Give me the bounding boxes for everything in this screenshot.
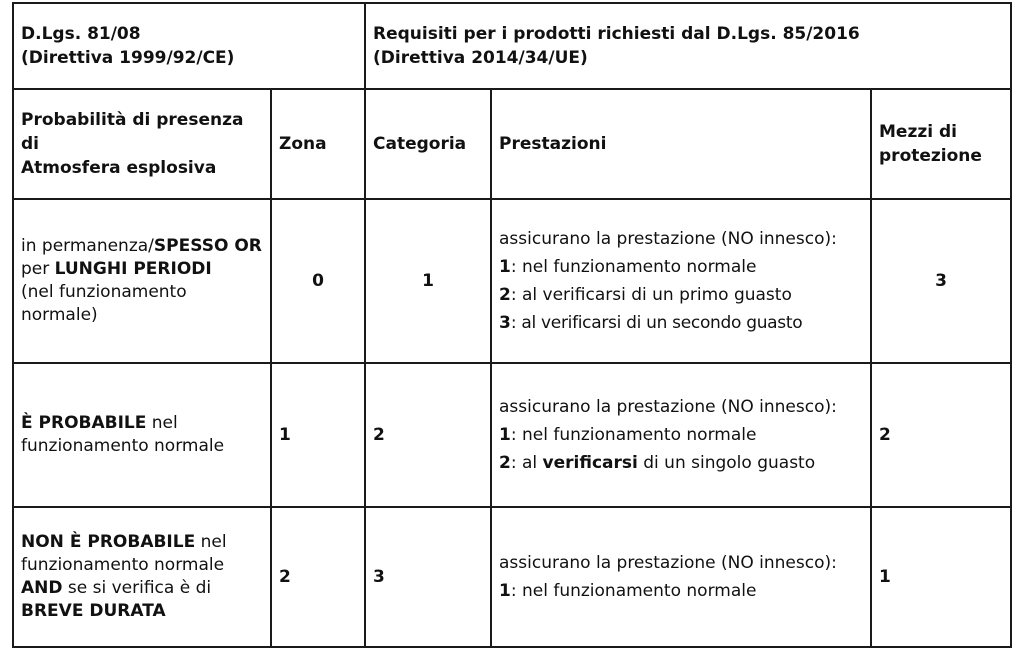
mezzi-cell: 2 bbox=[871, 363, 1011, 507]
col-zona-header: Zona bbox=[271, 89, 365, 199]
prest-text: di un singolo guasto bbox=[637, 452, 816, 473]
header-row bbox=[13, 3, 1011, 89]
categoria-cell: 1 bbox=[365, 199, 491, 363]
prest-item bbox=[499, 424, 863, 447]
prest-item bbox=[499, 284, 863, 307]
probability-cell bbox=[13, 199, 271, 363]
prob-text: se si verifica è di bbox=[62, 578, 212, 598]
prest-emphasis: verificarsi bbox=[542, 452, 638, 473]
zona-cell: 2 bbox=[271, 507, 365, 647]
categoria-cell: 2 bbox=[365, 363, 491, 507]
prest-intro: assicurano la prestazione (NO innesco): bbox=[499, 552, 837, 573]
col-probability-line1: Probabilità di presenza bbox=[21, 110, 244, 130]
mezzi-cell: 1 bbox=[871, 507, 1011, 647]
probability-cell bbox=[13, 363, 271, 507]
col-mezzi-line2: protezione bbox=[879, 146, 982, 166]
header-right-title: Requisiti per i prodotti richiesti dal D.Lgs. 85/2016 bbox=[373, 24, 860, 44]
prob-emphasis: NON È PROBABILE bbox=[21, 532, 196, 552]
prestazioni-cell bbox=[491, 199, 871, 363]
header-left-title: D.Lgs. 81/08 bbox=[21, 24, 141, 44]
header-right-subtitle: (Direttiva 2014/34/UE) bbox=[373, 48, 588, 68]
prob-text: per bbox=[21, 259, 55, 279]
prest-item bbox=[499, 452, 863, 475]
header-left-subtitle: (Direttiva 1999/92/CE) bbox=[21, 48, 235, 68]
prest-intro: assicurano la prestazione (NO innesco): bbox=[499, 396, 837, 417]
mezzi-cell: 3 bbox=[871, 199, 1011, 363]
prob-text: in permanenza/ bbox=[21, 236, 154, 256]
prest-number: 1 bbox=[499, 580, 511, 601]
prob-emphasis: È PROBABILE bbox=[21, 413, 147, 433]
table-row bbox=[13, 507, 1011, 647]
zona-cell: 0 bbox=[271, 199, 365, 363]
prob-text: (nel funzionamento normale) bbox=[21, 282, 187, 325]
prest-text: : nel funzionamento normale bbox=[510, 424, 757, 445]
probability-cell bbox=[13, 507, 271, 647]
prest-intro: assicurano la prestazione (NO innesco): bbox=[499, 228, 837, 249]
prest-text: : nel funzionamento normale bbox=[510, 580, 757, 601]
prob-emphasis: SPESSO OR bbox=[153, 236, 262, 256]
prob-emphasis: BREVE DURATA bbox=[21, 601, 166, 621]
prob-emphasis: AND bbox=[21, 578, 63, 598]
col-categoria-header: Categoria bbox=[365, 89, 491, 199]
prest-text: : al bbox=[510, 452, 543, 473]
prest-item bbox=[499, 312, 863, 335]
prest-text: : al verificarsi di un primo guasto bbox=[510, 284, 792, 305]
prob-emphasis: LUNGHI PERIODI bbox=[54, 259, 212, 279]
table-row bbox=[13, 363, 1011, 507]
prob-text: nel funzionamento normale bbox=[21, 532, 227, 575]
header-right-cell bbox=[365, 3, 1011, 89]
prest-text: : nel funzionamento normale bbox=[510, 256, 757, 277]
col-probability-line2: di bbox=[21, 134, 39, 154]
prest-number: 1 bbox=[499, 424, 511, 445]
prest-text: : al verificarsi di un secondo guasto bbox=[510, 312, 803, 333]
prestazioni-cell bbox=[491, 363, 871, 507]
prob-text: nel funzionamento normale bbox=[21, 413, 225, 456]
col-mezzi-header bbox=[871, 89, 1011, 199]
prest-number: 3 bbox=[499, 312, 511, 333]
header-left-cell bbox=[13, 3, 365, 89]
prest-item bbox=[499, 580, 863, 603]
table-row bbox=[13, 199, 1011, 363]
col-mezzi-line1: Mezzi di bbox=[879, 122, 957, 142]
column-header-row bbox=[13, 89, 1011, 199]
prestazioni-cell bbox=[491, 507, 871, 647]
requirements-table bbox=[12, 2, 1012, 648]
col-probability-line3: Atmosfera esplosiva bbox=[21, 158, 217, 178]
zona-cell: 1 bbox=[271, 363, 365, 507]
categoria-cell: 3 bbox=[365, 507, 491, 647]
col-probability-header bbox=[13, 89, 271, 199]
prest-number: 2 bbox=[499, 284, 511, 305]
prest-number: 2 bbox=[499, 452, 511, 473]
col-prestazioni-header: Prestazioni bbox=[491, 89, 871, 199]
prest-item bbox=[499, 256, 863, 279]
prest-number: 1 bbox=[499, 256, 511, 277]
